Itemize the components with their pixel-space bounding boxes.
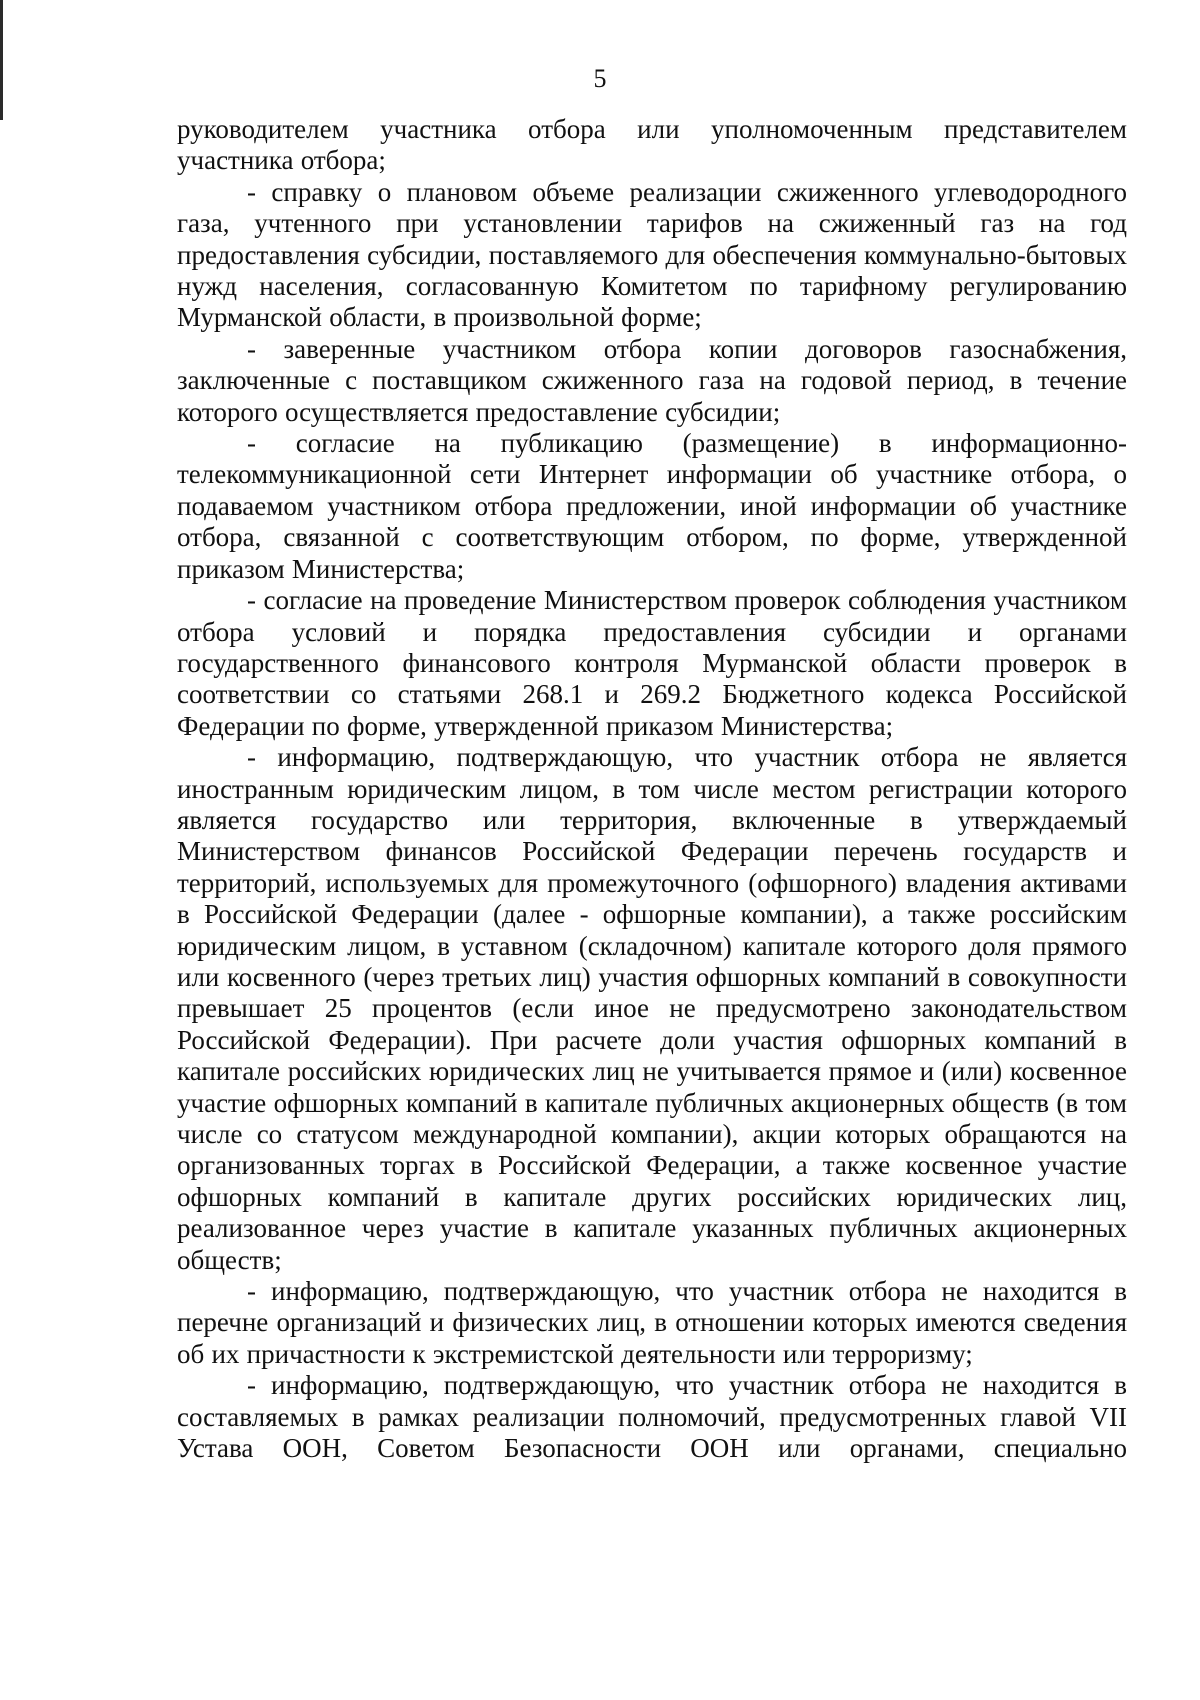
paragraph-5: - согласие на проведение Министерством проверок соблюдения участником отбора условий и порядка предоставления субсидии и органами государственного финансового контроля Мурманской области проверок в соответствии со статьями 268.1 и 269.2 Бюджетного кодекса Российской Федерации по форме, утвержденной приказом Министерства; (177, 585, 1127, 741)
paragraph-2: - справку о плановом объеме реализации сжиженного углеводородного газа, учтенного при установлении тарифов на сжиженный газ на год предоставления субсидии, поставляемого для обеспечения коммунально-бытовых нужд населения, согласованную Комитетом по тарифному регулированию Мурманской области, в произвольной форме; (177, 176, 1127, 333)
paragraph-4: - согласие на публикацию (размещение) в информационно-телекоммуникационной сети Интернет информации об участнике отбора, о подаваемом участником отбора предложении, иной информации об участнике отбора, связанной с соответствующим отбором, по форме, утвержденной приказом Министерства; (177, 428, 1127, 584)
paragraph-1: руководителем участника отбора или уполномоченным представителем участника отбора; (177, 114, 1127, 176)
paragraph-6: - информацию, подтверждающую, что участник отбора не является иностранным юридическим лицом, в том числе местом регистрации которого является государство или территория, включенные в утверждаемый Министерством финансов Российской Федерации перечень государств и территорий, используемых для промежуточного (офшорного) владения активами в Российской Федерации (далее - офшорные компании), а также российским юридическим лицом, в уставном (складочном) капитале которого доля прямого или косвенного (через третьих лиц) участия офшорных компаний в совокупности превышает 25 процентов (если иное не предусмотрено законодательством Российской Федерации). При расчете доли участия офшорных компаний в капитале российских юридических лиц не учитывается прямое и (или) косвенное участие офшорных компаний в капитале публичных акционерных обществ (в том числе со статусом международной компании), акции которых обращаются на организованных торгах в Российской Федерации, а также косвенное участие офшорных компаний в капитале других российских юридических лиц, реализованное через участие в капитале указанных публичных акционерных обществ; (177, 742, 1127, 1275)
paragraph-8: - информацию, подтверждающую, что участник отбора не находится в составляемых в рамках реализации полномочий, предусмотренных главой VII Устава ООН, Советом Безопасности ООН или органами, специально (177, 1370, 1127, 1464)
scan-edge-mark (0, 0, 3, 120)
page-number: 5 (593, 64, 607, 93)
paragraph-7: - информацию, подтверждающую, что участник отбора не находится в перечне организаций и физических лиц, в отношении которых имеются сведения об их причастности к экстремистской деятельности или терроризму; (177, 1276, 1127, 1369)
paragraph-3: - заверенные участником отбора копии договоров газоснабжения, заключенные с поставщиком сжиженного газа на годовой период, в течение которого осуществляется предоставление субсидии; (177, 333, 1127, 427)
document-body (177, 114, 1127, 1464)
